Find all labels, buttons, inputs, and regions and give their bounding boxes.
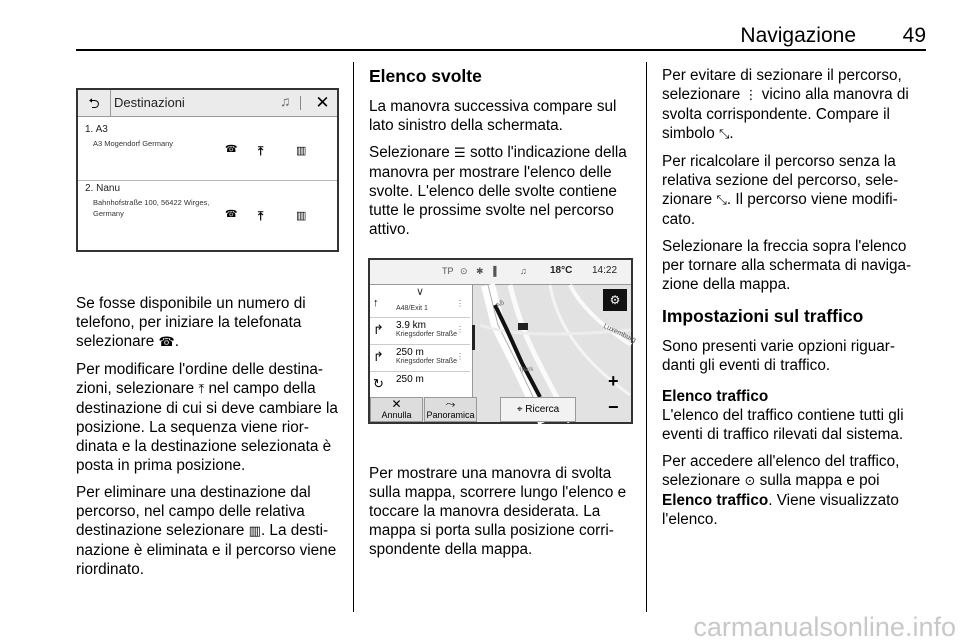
bluetooth-icon: ✱ xyxy=(476,266,484,276)
paragraph: Per ricalcolare il percorso senza la relativa sezione del percorso, sele- zionare ⤡. Il percorso viene modifi- cato. xyxy=(662,153,899,228)
avoid-route-icon: ⤡ xyxy=(718,127,730,142)
column-1-text xyxy=(76,294,344,587)
column-3-text xyxy=(662,66,930,537)
more-icon: ⋮ xyxy=(744,88,758,103)
paragraph: Se fosse disponibile un numero di telefono, per iniziare la telefonata selezionare ☎. xyxy=(76,295,306,350)
destination-address: Bahnhofstraße 100, 56422 Wirges, Germany xyxy=(93,198,210,218)
column-divider xyxy=(353,62,354,612)
watermark-url: carmanualsonline.info xyxy=(693,612,956,642)
column-divider xyxy=(646,62,647,612)
paragraph: Per accedere all'elenco del traffico, selezionare ⊙ sulla mappa e poi Elenco traffico. Viene visualizzato l'elenco. xyxy=(662,453,900,528)
section-heading: Elenco svolte xyxy=(369,66,482,86)
map-button-bar xyxy=(370,397,631,422)
avoid-route-icon: ⤡ xyxy=(716,193,727,208)
trash-icon: ▥ xyxy=(248,524,261,539)
paragraph: Selezionare ☰ sotto l'indicazione della manovra per mostrare l'elenco delle svolte. L'elenco delle svolte contiene tutte le prossime svolte nel percorso attivo. xyxy=(369,144,627,238)
scrollbar[interactable] xyxy=(472,325,475,350)
destinations-title: Destinazioni xyxy=(114,95,185,110)
search-icon: ⌖ xyxy=(516,404,523,415)
nav-icon: ⊙ xyxy=(460,266,468,276)
more-icon[interactable]: ⋮ xyxy=(456,325,464,334)
navigation-icon: ⊙ xyxy=(744,474,756,489)
search-button[interactable]: ⌖ Ricerca xyxy=(500,397,576,422)
turn-distance: 3.9 km xyxy=(396,320,427,331)
turn-arrow-icon: ↑ xyxy=(373,297,379,309)
header-rule xyxy=(76,49,926,51)
turn-arrow-icon: ↱ xyxy=(373,349,384,364)
turn-street: Kriegsdorfer Straße xyxy=(396,358,458,365)
signal-icon: ▐ xyxy=(490,266,497,276)
close-icon: ✕ xyxy=(391,397,402,411)
clock: 14:22 xyxy=(592,265,618,276)
trash-icon[interactable]: ▥ xyxy=(296,210,307,222)
close-icon[interactable]: ✕ xyxy=(315,93,330,112)
subheading: Elenco traffico xyxy=(662,388,769,405)
header-title: Navigazione xyxy=(740,24,856,47)
paragraph: Per evitare di sezionare il percorso, selezionare ⋮ vicino alla manovra di svolta corrispondente. Compare il simbolo ⤡. xyxy=(662,67,909,142)
paragraph: Per mostrare una manovra di svolta sulla mappa, scorrere lungo l'elenco e toccare la manovra desiderata. La mappa si porta sulla posizione corri- spondente della mappa. xyxy=(369,465,627,558)
destinations-title-bar xyxy=(78,90,337,117)
phone-icon: ☎ xyxy=(158,335,175,350)
section-heading: Impostazioni sul traffico xyxy=(662,306,864,326)
paragraph: Per eliminare una destinazione dal percorso, nel campo delle relativa destinazione selezionare ▥. La desti- nazione è eliminata e il percorso viene riordinato. xyxy=(76,484,337,578)
music-note-icon: ♫ xyxy=(520,266,527,276)
traffic-icon: TP xyxy=(442,266,454,276)
separator xyxy=(300,96,301,110)
turn-list-item[interactable] xyxy=(370,297,470,318)
paragraph: Sono presenti varie opzioni riguar- danti gli eventi di traffico. xyxy=(662,338,895,374)
page-header xyxy=(76,24,926,50)
zoom-in-button[interactable]: + xyxy=(608,371,619,391)
column-2-bottom-text xyxy=(369,464,635,567)
turn-distance: 250 m xyxy=(396,374,424,385)
move-to-top-icon: ⤒ xyxy=(198,382,205,397)
more-icon[interactable]: ⋮ xyxy=(456,299,464,308)
zoom-out-button[interactable]: − xyxy=(608,397,619,417)
paragraph: L'elenco del traffico contiene tutti gli eventi di traffico rilevati dal sistema. xyxy=(662,407,904,443)
status-bar xyxy=(370,260,631,285)
cancel-button[interactable]: ✕ Annulla xyxy=(370,397,423,422)
move-to-top-icon[interactable]: ⤒ xyxy=(258,209,264,223)
settings-icon[interactable]: ⚙ xyxy=(603,289,627,311)
turn-list[interactable] xyxy=(370,285,473,397)
turn-list-item[interactable] xyxy=(370,318,470,345)
trash-icon[interactable]: ▥ xyxy=(296,145,307,157)
turn-street: A48/Exit 1 xyxy=(396,305,428,312)
destination-item[interactable] xyxy=(78,180,337,247)
column-2-text xyxy=(369,66,635,247)
phone-icon[interactable]: ☎ xyxy=(225,144,238,155)
map-label: Ipark xyxy=(520,367,534,373)
destinations-screenshot xyxy=(76,88,339,252)
destination-item[interactable] xyxy=(78,122,337,182)
destination-address: A3 Mogendorf Germany xyxy=(93,139,174,148)
turn-street: Kriegsdorfer Straße xyxy=(396,331,458,338)
destination-name: 1. A3 xyxy=(85,124,108,135)
list-icon: ☰ xyxy=(454,146,466,161)
route-overview-icon: ⤳ xyxy=(445,397,456,411)
turn-arrow-icon: ↱ xyxy=(373,322,384,337)
turn-arrow-icon: ↻ xyxy=(373,376,384,391)
map-label: Luxemburg xyxy=(602,322,637,345)
chevron-down-icon[interactable]: ∨ xyxy=(416,286,425,298)
phone-icon[interactable]: ☎ xyxy=(225,209,238,220)
back-arrow-icon[interactable]: ⮌ xyxy=(78,90,111,116)
music-note-icon[interactable]: ♫ xyxy=(280,93,291,109)
map-view[interactable] xyxy=(370,285,637,422)
paragraph: Per modificare l'ordine delle destina- zioni, selezionare ⤒ nel campo della destinazione di cui si deve cambiare la posizione. La sequenza viene rior- dinata e la destinazione selezionata è posta in prima posizione. xyxy=(76,361,338,474)
navigation-screenshot xyxy=(368,258,637,424)
page-number: 49 xyxy=(902,24,926,47)
map-label: A6 xyxy=(494,299,506,310)
turn-list-item[interactable] xyxy=(370,372,470,396)
paragraph: Selezionare la freccia sopra l'elenco per tornare alla schermata di naviga- zione della mappa. xyxy=(662,238,912,293)
turn-list-item[interactable] xyxy=(370,345,470,372)
more-icon[interactable]: ⋮ xyxy=(456,352,464,361)
move-to-top-icon[interactable]: ⤒ xyxy=(258,144,264,158)
paragraph: La manovra successiva compare sul lato sinistro della schermata. xyxy=(369,98,617,134)
turn-distance: 250 m xyxy=(396,347,424,358)
overview-button[interactable]: ⤳ Panoramica xyxy=(424,397,477,422)
destination-name: 2. Nanu xyxy=(85,183,121,194)
temperature: 18°C xyxy=(550,265,573,276)
